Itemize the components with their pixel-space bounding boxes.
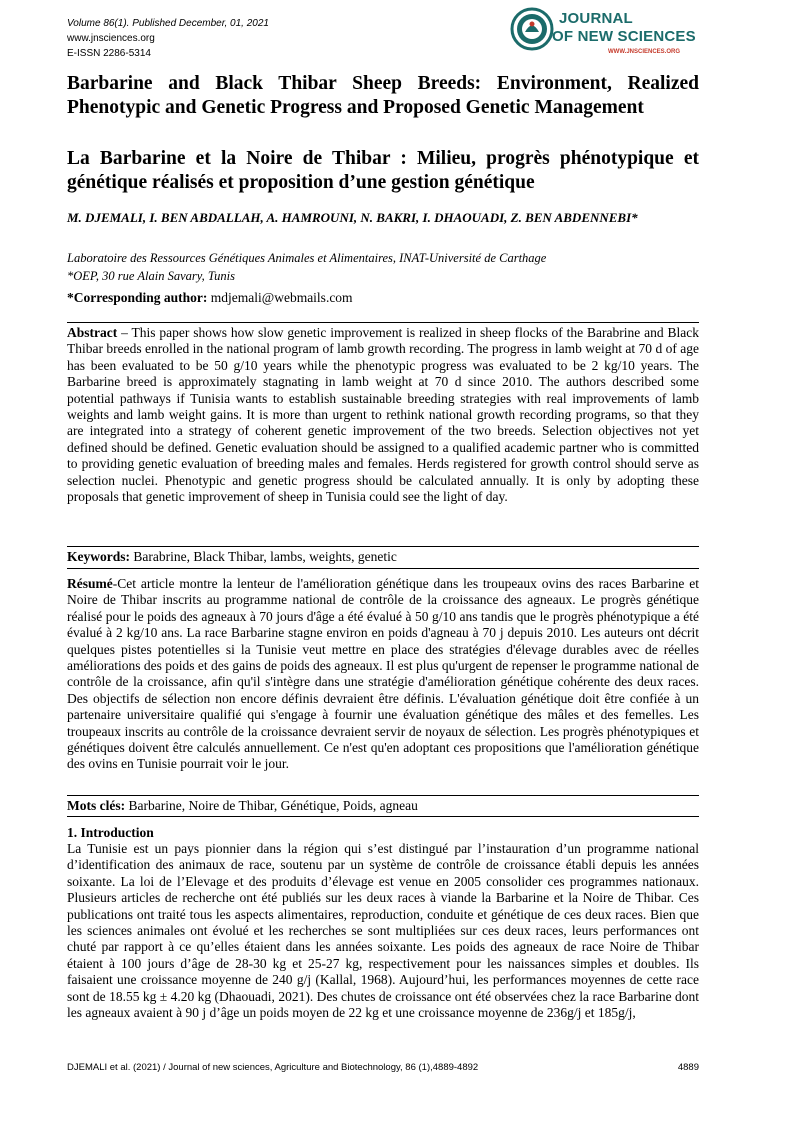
logo-url: WWW.JNSCIENCES.ORG xyxy=(608,49,681,55)
affiliation-1: Laboratoire des Ressources Génétiques Animales et Alimentaires, INAT-Université de Carthage xyxy=(67,251,547,265)
mots-cles xyxy=(67,798,699,814)
page-number: 4889 xyxy=(677,1062,699,1073)
page-footer xyxy=(67,1062,699,1073)
title-english: Barbarine and Black Thibar Sheep Breeds: Environment, Realized Phenotypic and Genetic Progress and Proposed Genetic Management xyxy=(67,73,699,118)
resume xyxy=(67,576,699,773)
footer-citation: DJEMALI et al. (2021) / Journal of new sciences, Agriculture and Biotechnology, 86 (1),4889-4892 xyxy=(67,1062,479,1073)
logo-title-line1: JOURNAL xyxy=(559,10,633,27)
logo-title-line2: OF NEW SCIENCES xyxy=(552,28,696,45)
affiliation-2: *OEP, 30 rue Alain Savary, Tunis xyxy=(67,269,235,283)
affiliations xyxy=(67,249,546,285)
website-line: www.jnsciences.org xyxy=(67,33,155,44)
volume-line: Volume 86(1). Published December, 01, 2021 xyxy=(67,18,269,29)
corresponding-email: mdjemali@webmails.com xyxy=(210,290,353,305)
journal-meta xyxy=(67,16,269,61)
journal-logo xyxy=(510,7,710,63)
section-heading-introduction: 1. Introduction xyxy=(67,825,154,840)
keywords-label: Keywords: xyxy=(67,549,130,564)
corresponding-label: *Corresponding author: xyxy=(67,290,208,305)
authors: M. DJEMALI, I. BEN ABDALLAH, A. HAMROUNI, N. BAKRI, I. DHAOUADI, Z. BEN ABDENNEBI* xyxy=(67,210,638,225)
title-french: La Barbarine et la Noire de Thibar : Milieu, progrès phénotypique et génétique réalisés et proposition d’une gestion génétique xyxy=(67,148,699,193)
abstract-text: – This paper shows how slow genetic improvement is realized in sheep flocks of the Barabrine and Black Thibar breeds enrolled in the national program of lamb growth recording. The progress in lamb weight at 70 d of age has been evaluated to be 50 g/10 years while the phenotypic progress was evaluated to be 2 kg/10 years. The Barbarine breed is approximately stagnating in lamb weight at 70 d since 2010. The authors described some potential pathways if Tunisia wants to establish sustainable breeding strategies with real improvements of lamb weights and lamb weight gains. It is more than urgent to rethink national growth recording programs, so that they are integrated into a strategy of coherent genetic improvement of the two breeds. Selection objectives not yet defined should be defined. Genetic evaluation should be assigned to a qualified academic partner who is committed to providing genetic evaluation of breeding males and females. Herds registered for growth control should serve as selection nuclei. Phenotypic and genetic progress should be calculated annually. It is only by adopting these proposals that genetic improvement of sheep in Tunisia could see the light of day. xyxy=(67,325,699,505)
mots-cles-label: Mots clés: xyxy=(67,798,126,813)
divider-top-resume xyxy=(67,568,699,569)
divider-top-abstract xyxy=(67,322,699,323)
resume-text: -Cet article montre la lenteur de l'amélioration génétique dans les troupeaux ovins des races Barbarine et Noire de Thibar inscrits au programme national de contrôle de la croissance des agneaux. Le progrès génétique réalisé pour le poids des agneaux à 70 jours d'âge a été évalué à 50 g/10 ans tandis que le progrès phénotypique a été évalué à 2 kg/10 ans. La race Barbarine stagne environ en poids d'agneau à 70 j depuis 2010. Les auteurs ont décrit quelques pistes potentielles si la Tunisie veut mettre en place des stratégies d'élevage durables avec de réelles améliorations des poids et des gains de poids des agneaux. Il est plus qu'urgent de repenser le programme national de contrôle de la croissance, afin qu'il s'intègre dans une stratégie d'amélioration génétique cohérente des deux races. Des objectifs de sélection non encore définis devraient être définis. L'évaluation génétique doit être confiée à un partenaire universitaire qualifié qui s'engage à fournir une évaluation génétique des mâles et des femelles. Les troupeaux inscrits au contrôle de la croissance devraient servir de noyaux de sélection. Les progrès phénotypiques et génétiques doivent être calculés annuellement. Ce n'est qu'en adoptant ces propositions que l'amélioration génétique des ovins en Tunisie pourrait voir le jour. xyxy=(67,576,700,772)
divider-top-motscles xyxy=(67,795,699,796)
corresponding-author xyxy=(67,290,353,306)
divider-bottom-motscles xyxy=(67,816,699,817)
issn-line: E-ISSN 2286-5314 xyxy=(67,48,151,59)
seal-icon xyxy=(510,7,554,51)
abstract-label: Abstract xyxy=(67,325,118,340)
keywords-text: Barabrine, Black Thibar, lambs, weights, genetic xyxy=(130,549,397,564)
mots-cles-text: Barbarine, Noire de Thibar, Génétique, Poids, agneau xyxy=(125,798,418,813)
divider-bottom-abstract xyxy=(67,546,699,547)
resume-label: Résumé xyxy=(67,576,113,591)
introduction-body: La Tunisie est un pays pionnier dans la région qui s’est distingué par l’instauration d’un programme national d’identification des animaux de race, soutenu par un système de contrôle de croissance établi depuis les années soixante. La loi de l’Elevage et des produits d’élevage est venue en 2005 consolider ces programmes nationaux. Plusieurs articles de recherche ont été publiés sur les deux races à viande la Barbarine et la Noire de Thibar. Ces publications ont traité tous les aspects alimentaires, reproduction, conduite et génétique de ces deux races. Bien que les sciences animales ont évolué et les recherches se sont multipliées sur ces deux races, leurs performances ont chuté par rapport à ce qu’elles étaient dans les années soixante. Les poids des agneaux de race Noire de Thibar étaient à 100 jours d’âge de 28-30 kg et 25-27 kg, respectivement pour les naissances simples et doubles. Ils faisaient une croissance moyenne de 240 g/j (Kallal, 1968). Aujourd’hui, les performances moyennes de cette race sont de 18.55 kg ± 4.20 kg (Dhaouadi, 2021). Des chutes de croissance ont été observées chez la race Barbarine dont les agneaux avaient à 90 j d’âge un poids moyen de 22 kg et une croissance moyenne de 236g/j et 185g/j, xyxy=(67,841,699,1021)
abstract xyxy=(67,325,699,546)
keywords xyxy=(67,549,699,565)
